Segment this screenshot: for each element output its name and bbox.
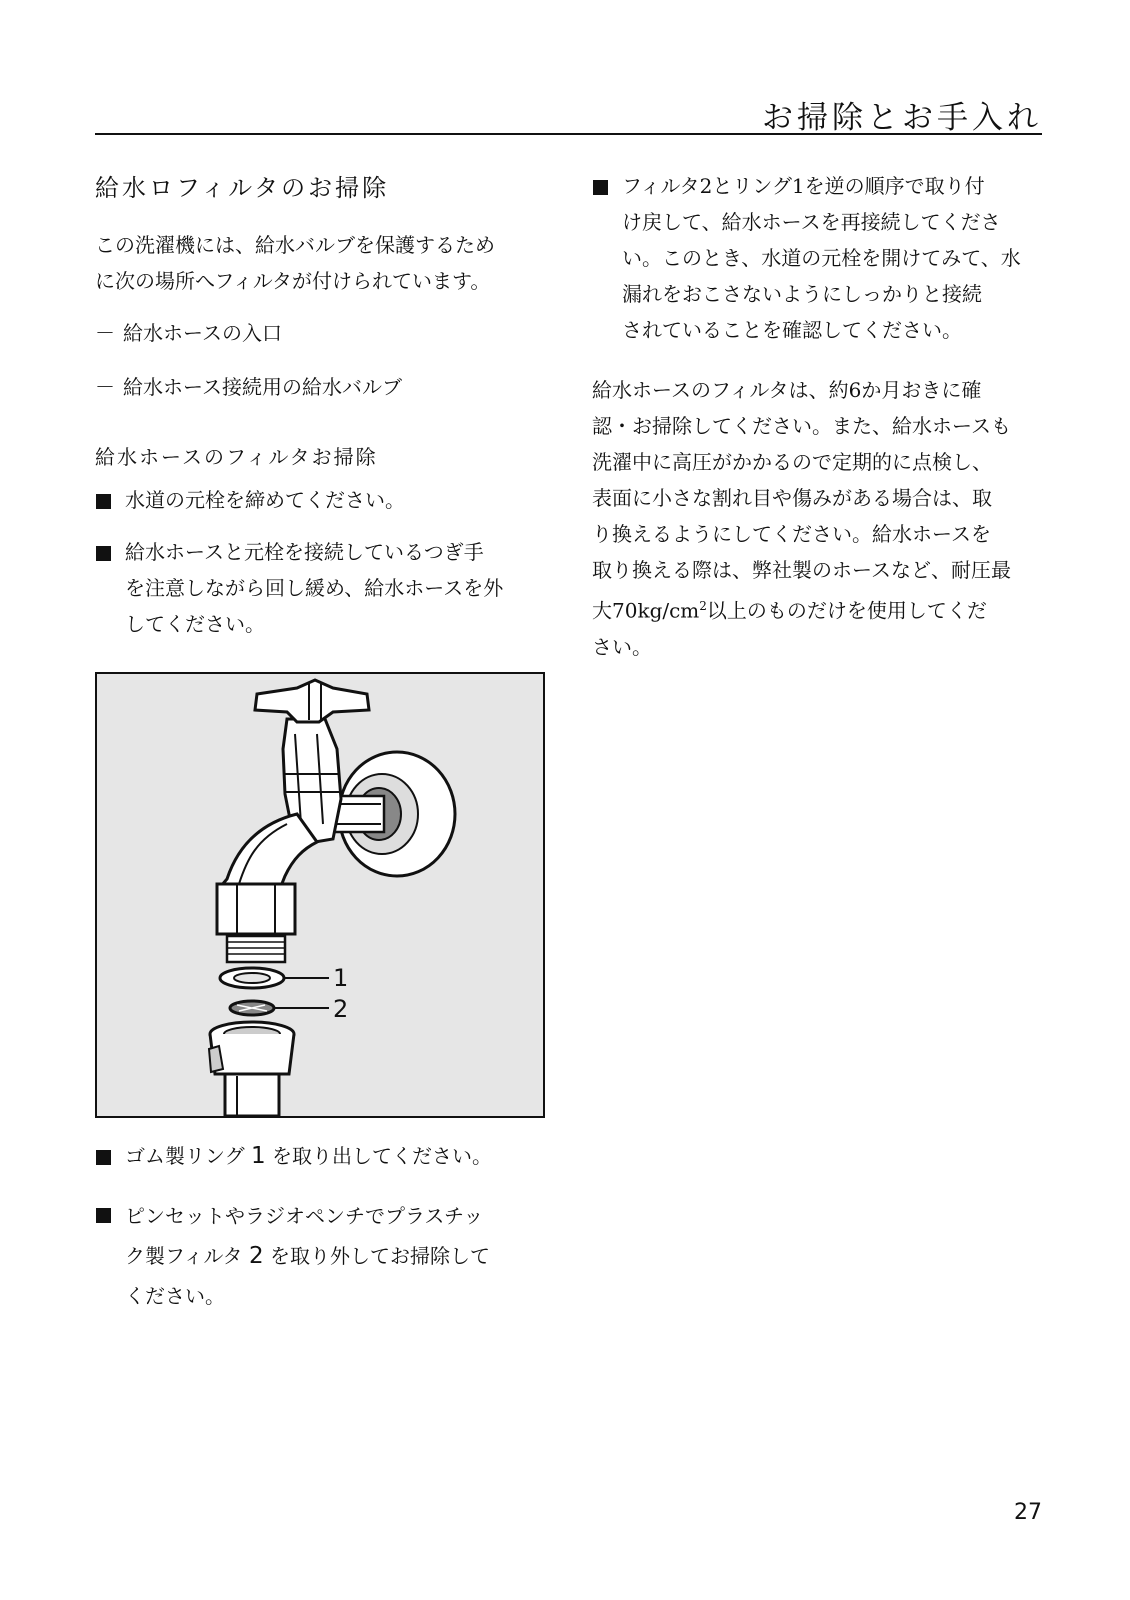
- maintenance-paragraph-line: 表面に小さな割れ目や傷みがある場合は、取: [592, 486, 992, 510]
- step-text: を注意しながら回し緩め、給水ホースを外: [125, 576, 504, 600]
- step-text: を取り出してください。: [271, 1144, 492, 1168]
- step-text: ク製フィルタ: [125, 1244, 243, 1268]
- pressure-text-end: 以上のものだけを使用してくだ: [706, 598, 987, 623]
- callout-label-2: 2: [333, 995, 349, 1023]
- maintenance-paragraph-line: 洗濯中に高圧がかかるので定期的に点検し、: [592, 450, 992, 474]
- dash-item-text: 給水ホースの入口: [123, 321, 282, 345]
- square-bullet-icon: [96, 1208, 111, 1223]
- instruction-step: [592, 168, 1042, 348]
- pressure-text: 大70kg/cm: [592, 598, 700, 623]
- dash-list-item: [95, 369, 545, 405]
- square-bullet-icon: [96, 494, 111, 509]
- intro-line: に次の場所へフィルタが付けられています。: [95, 269, 491, 293]
- square-bullet-icon: [593, 180, 608, 195]
- square-bullet-icon: [96, 546, 111, 561]
- dash-marker: －: [95, 375, 115, 399]
- step-text: い。このとき、水道の元栓を開けてみて、水: [622, 246, 1021, 270]
- step-text: を取り外してお掃除して: [269, 1244, 490, 1268]
- faucet-filter-illustration: [95, 672, 545, 1118]
- maintenance-paragraph-line: [592, 588, 1042, 629]
- unit-superscript: 2: [699, 599, 707, 613]
- step-text: してください。: [125, 612, 265, 636]
- part-number: 1: [250, 1143, 266, 1169]
- maintenance-paragraph-line: さい。: [592, 634, 652, 659]
- instruction-step: [95, 482, 545, 518]
- header-rule: [95, 133, 1042, 135]
- instruction-step: [95, 1138, 545, 1174]
- step-text: フィルタ2とリング1を逆の順序で取り付: [622, 174, 985, 198]
- dash-list-item: [95, 315, 545, 351]
- left-column: [95, 168, 545, 1330]
- step-text: 給水ホースと元栓を接続しているつぎ手: [125, 540, 484, 564]
- maintenance-paragraph-line: 認・お掃除してください。また、給水ホースも: [592, 414, 1011, 438]
- dash-item-text: 給水ホース接続用の給水バルブ: [123, 375, 402, 399]
- step-text: 漏れをおこさないようにしっかりと接続: [622, 282, 982, 306]
- step-text: け戻して、給水ホースを再接続してくださ: [622, 210, 1001, 234]
- step-text: ピンセットやラジオペンチでプラスチッ: [125, 1204, 484, 1228]
- square-bullet-icon: [96, 1150, 111, 1165]
- right-column: [592, 168, 1042, 665]
- maintenance-paragraph-line: 取り換える際は、弊社製のホースなど、耐圧最: [592, 558, 1011, 582]
- page-number: 27: [1014, 1500, 1042, 1525]
- instruction-step: [95, 1196, 545, 1316]
- part-number: 2: [248, 1243, 264, 1269]
- step-text: ゴム製リング: [125, 1144, 245, 1168]
- step-text: ください。: [125, 1284, 225, 1308]
- instruction-step: [95, 534, 545, 642]
- maintenance-paragraph-line: 給水ホースのフィルタは、約6か月おきに確: [592, 378, 982, 402]
- faucet-drawing: [97, 674, 543, 1116]
- intro-line: この洗濯機には、給水バルブを保護するため: [95, 233, 495, 257]
- section-heading: 給水ロフィルタのお掃除: [95, 174, 390, 202]
- step-text: 水道の元栓を締めてください。: [125, 488, 405, 512]
- maintenance-paragraph-line: り換えるようにしてください。給水ホースを: [592, 522, 991, 546]
- dash-marker: －: [95, 321, 115, 345]
- step-text: されていることを確認してください。: [622, 318, 962, 342]
- callout-label-1: 1: [333, 964, 349, 992]
- subheading: 給水ホースのフィルタお掃除: [95, 445, 378, 469]
- page-header-title: お掃除とお手入れ: [762, 100, 1042, 136]
